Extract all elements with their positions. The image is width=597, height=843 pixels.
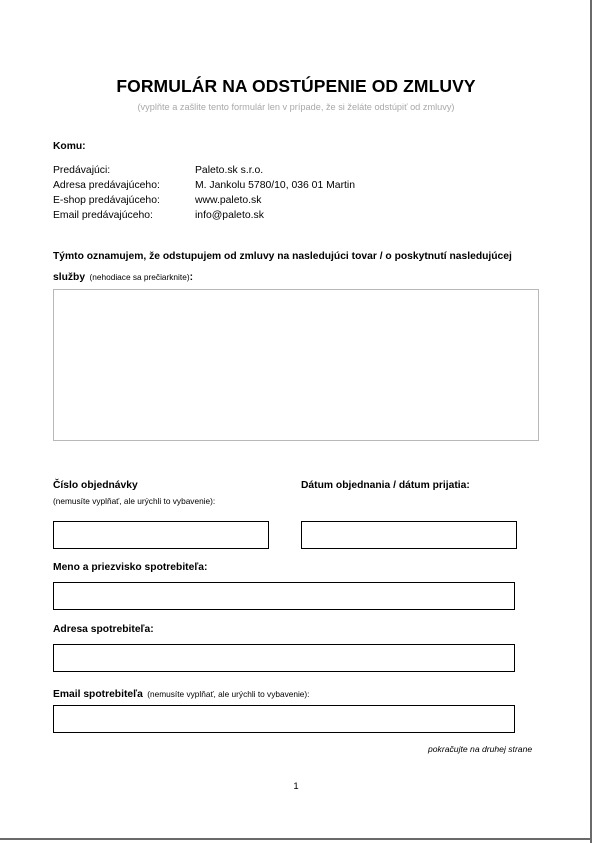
consumer-email-heading bbox=[53, 684, 309, 702]
to-label: Komu: bbox=[53, 141, 86, 152]
form-subtitle: (vyplňte a zašlite tento formulár len v prípade, že si želáte odstúpiť od zmluvy) bbox=[137, 102, 455, 112]
statement-line1: Týmto oznamujem, že odstupujem od zmluvy na nasledujúci tovar / o poskytnutí nasledujúcej bbox=[53, 251, 512, 262]
seller-email-value: info@paleto.sk bbox=[195, 210, 264, 221]
page-number: 1 bbox=[293, 781, 299, 792]
order-number-field[interactable] bbox=[53, 521, 269, 549]
seller-address-label: Adresa predávajúceho: bbox=[53, 180, 160, 191]
statement-line2 bbox=[53, 267, 193, 285]
consumer-name-field[interactable] bbox=[53, 582, 515, 610]
order-date-label: Dátum objednania / dátum prijatia: bbox=[301, 480, 470, 491]
order-date-field[interactable] bbox=[301, 521, 517, 549]
consumer-email-label: Email spotrebiteľa bbox=[53, 689, 143, 700]
statement-services: služby bbox=[53, 272, 86, 283]
seller-label: Predávajúci: bbox=[53, 165, 111, 176]
continue-note: pokračujte na druhej strane bbox=[428, 744, 533, 754]
consumer-name-label: Meno a priezvisko spotrebiteľa: bbox=[53, 562, 208, 573]
form-title: FORMULÁR NA ODSTÚPENIE OD ZMLUVY bbox=[116, 76, 476, 96]
seller-eshop-value: www.paleto.sk bbox=[195, 195, 262, 206]
seller-email-label: Email predávajúceho: bbox=[53, 210, 153, 221]
consumer-address-field[interactable] bbox=[53, 644, 515, 672]
order-number-label: Číslo objednávky bbox=[53, 480, 138, 491]
goods-textarea[interactable] bbox=[53, 289, 539, 441]
order-number-note: (nemusíte vyplňať, ale urýchli to vybavenie): bbox=[53, 496, 216, 506]
seller-address-value: M. Jankolu 5780/10, 036 01 Martin bbox=[195, 180, 355, 191]
consumer-email-note: (nemusíte vyplňať, ale urýchli to vybavenie): bbox=[147, 689, 310, 699]
statement-note: (nehodiace sa prečiarknite) bbox=[89, 272, 190, 282]
seller-value: Paleto.sk s.r.o. bbox=[195, 165, 264, 176]
page-edge-right bbox=[590, 0, 592, 843]
statement-colon: : bbox=[189, 272, 194, 283]
consumer-address-label: Adresa spotrebiteľa: bbox=[53, 624, 154, 635]
page-edge-bottom bbox=[0, 838, 592, 840]
seller-eshop-label: E-shop predávajúceho: bbox=[53, 195, 160, 206]
consumer-email-field[interactable] bbox=[53, 705, 515, 733]
